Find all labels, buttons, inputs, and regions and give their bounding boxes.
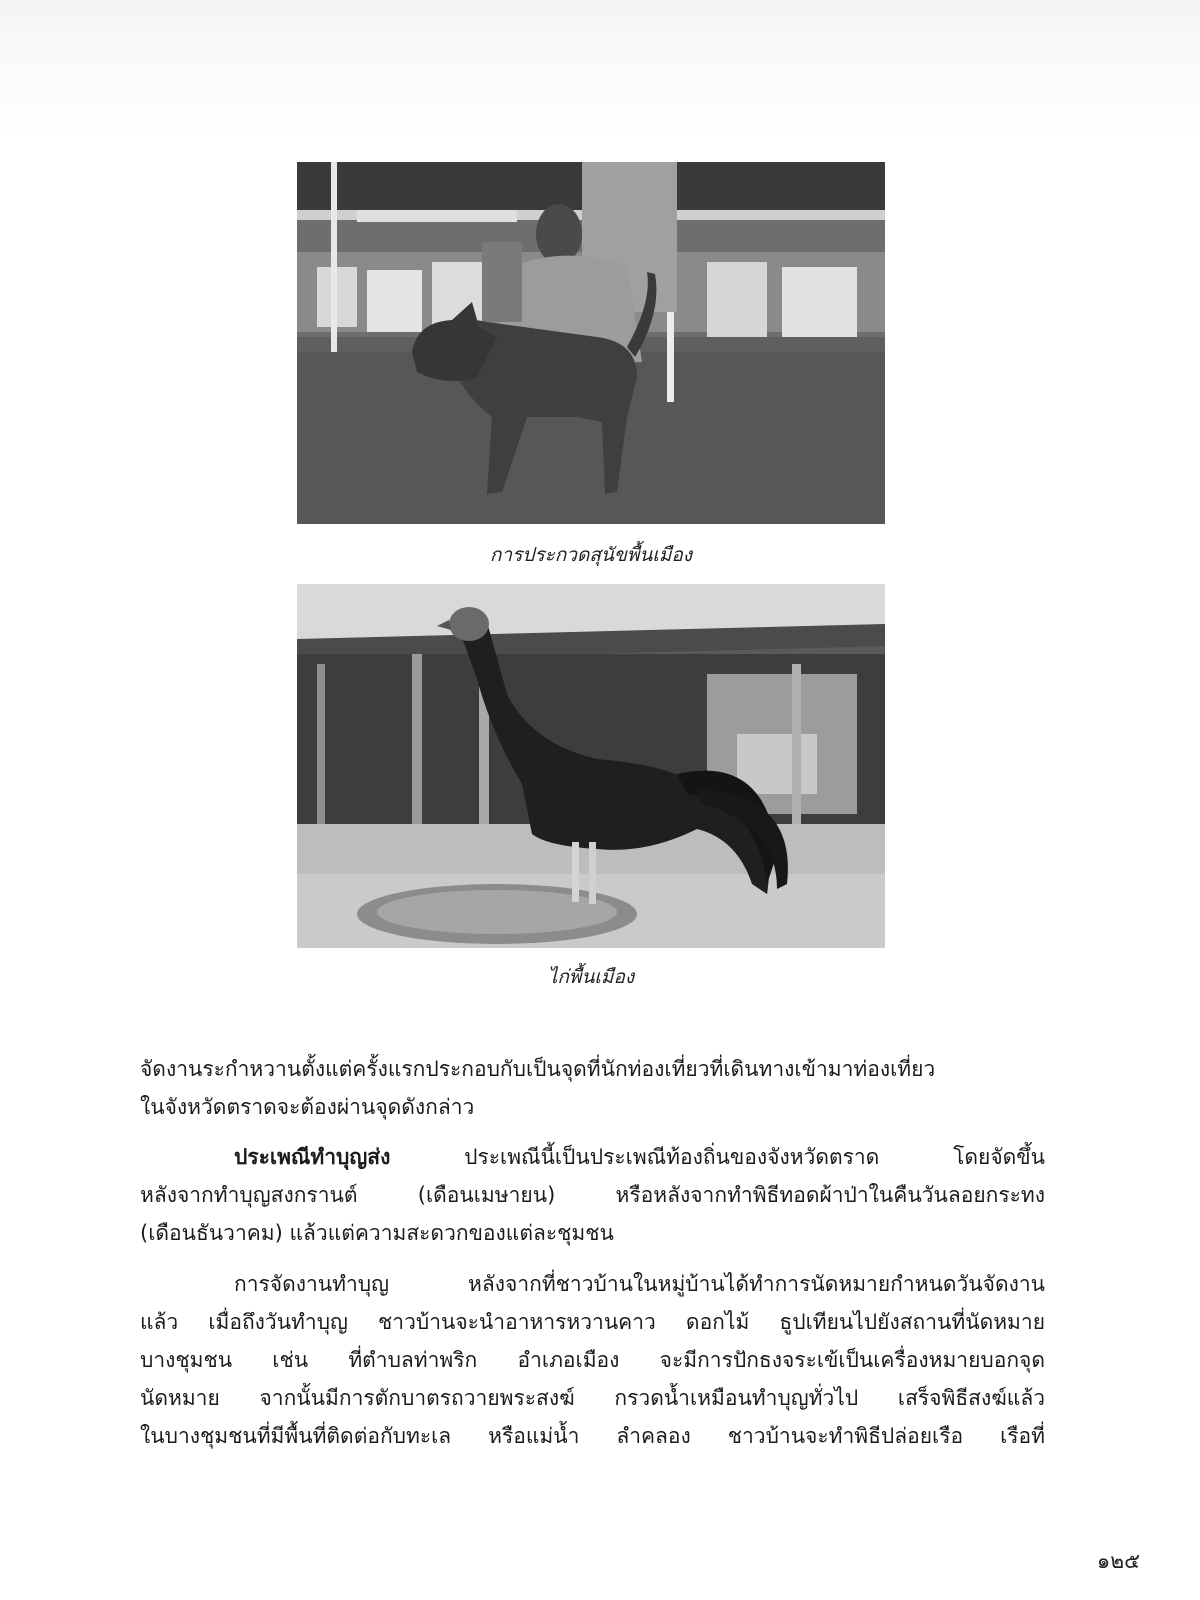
rooster-photo (297, 584, 885, 948)
paragraph-line: หลังจากทำบุญสงกรานต์ (เดือนเมษายน) หรือหลังจากทำพิธีทอดผ้าป่าในคืนวันลอยกระทง (140, 1183, 1045, 1207)
paragraph-1 (140, 1050, 1045, 1126)
rooster-photo-caption: ไก่พื้นเมือง (547, 966, 635, 988)
paragraph-line: การจัดงานทำบุญ หลังจากที่ชาวบ้านในหมู่บ้านได้ทำการนัดหมายกำหนดวันจัดงาน (234, 1272, 1045, 1296)
paragraph-heading: ประเพณีทำบุญส่ง (234, 1145, 391, 1169)
dog-contest-photo (297, 162, 885, 524)
dog-contest-illustration (297, 162, 885, 524)
paragraph-line: จัดงานระกำหวานตั้งแต่ครั้งแรกประกอบกับเป็นจุดที่นักท่องเที่ยวที่เดินทางเข้ามาท่องเที่ยว (140, 1057, 936, 1081)
paragraph-line: นัดหมาย จากนั้นมีการตักบาตรถวายพระสงฆ์ กรวดน้ำเหมือนทำบุญทั่วไป เสร็จพิธีสงฆ์แล้ว (140, 1386, 1045, 1410)
paragraph-line: แล้ว เมื่อถึงวันทำบุญ ชาวบ้านจะนำอาหารหวานคาว ดอกไม้ ธูปเทียนไปยังสถานที่นัดหมาย (140, 1310, 1045, 1334)
paragraph-3 (140, 1265, 1045, 1455)
paragraph-line: (เดือนธันวาคม) แล้วแต่ความสะดวกของแต่ละชุมชน (140, 1221, 614, 1245)
paragraph-line: ในบางชุมชนที่มีพื้นที่ติดต่อกับทะเล หรือแม่น้ำ ลำคลอง ชาวบ้านจะทำพิธีปล่อยเรือ เรือที่ (140, 1424, 1045, 1448)
page-number: ๑๒๕ (1096, 1549, 1140, 1573)
paragraph-first-line (140, 1138, 1045, 1176)
paragraph-line: ในจังหวัดตราดจะต้องผ่านจุดดังกล่าว (140, 1095, 475, 1119)
rooster-illustration (297, 584, 885, 948)
dog-photo-caption: การประกวดสุนัขพื้นเมือง (489, 544, 693, 566)
paragraph-line: บางชุมชน เช่น ที่ตำบลท่าพริก อำเภอเมือง จะมีการปักธงจระเข้เป็นเครื่องหมายบอกจุด (140, 1348, 1045, 1372)
paragraph-2 (140, 1138, 1045, 1252)
paragraph-line-text: ประเพณีนี้เป็นประเพณีท้องถิ่นของจังหวัดตราด โดยจัดขึ้น (390, 1145, 1045, 1169)
